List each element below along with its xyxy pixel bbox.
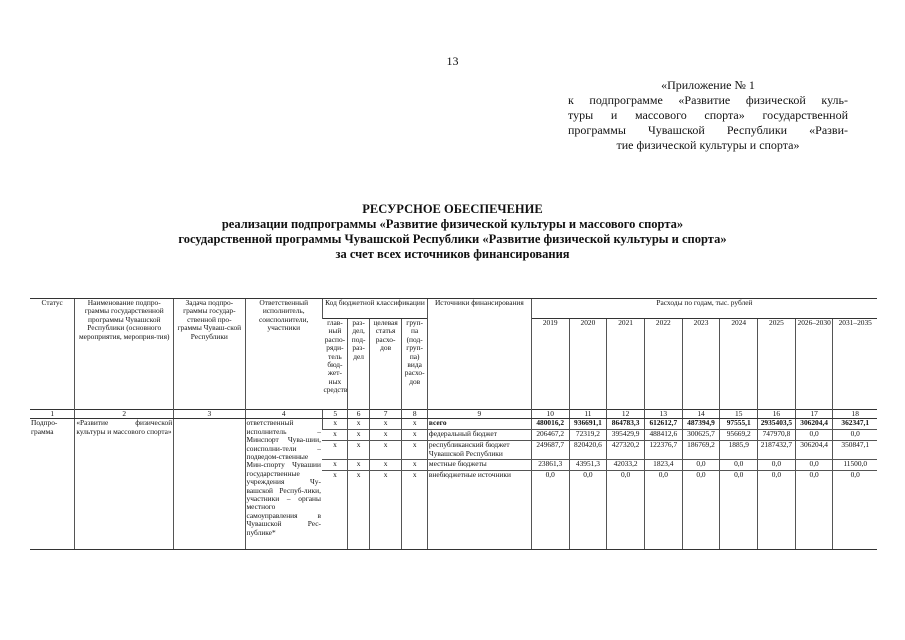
header-year: 2026–2030 [795, 319, 833, 410]
header-status: Статус [30, 299, 75, 410]
value-cell: 427320,2 [607, 441, 645, 460]
header-name: Наименование подпро-граммы государственной программы Чувашской Республики (основного мероприятия, мероприя-тия) [75, 299, 174, 410]
column-number: 1 [30, 410, 75, 419]
header-year: 2022 [644, 319, 682, 410]
header-responsible: Ответственный исполнитель, соисполнители, участники [245, 299, 322, 410]
resource-table [30, 298, 877, 550]
document-heading [0, 202, 905, 262]
column-number: 11 [569, 410, 607, 419]
header-year: 2019 [531, 319, 569, 410]
header-sources: Источники финансирования [427, 299, 531, 410]
code-cell: x [322, 441, 347, 460]
column-number: 5 [322, 410, 347, 419]
column-number: 13 [644, 410, 682, 419]
value-cell: 747970,8 [758, 430, 796, 441]
value-cell: 0,0 [795, 430, 833, 441]
heading-line: за счет всех источников финансирования [335, 247, 570, 261]
code-cell: x [348, 460, 369, 471]
value-cell: 0,0 [644, 471, 682, 482]
code-cell: x [333, 470, 337, 480]
value-cell: 0,0 [607, 471, 645, 482]
code-cell: x [348, 430, 369, 441]
annex-line: «Приложение № 1 [661, 78, 755, 92]
value-cell: 0,0 [531, 471, 569, 482]
value-cell: 487394,9 [682, 419, 720, 430]
code-cell: x [348, 441, 369, 460]
code-cell: x [402, 419, 428, 430]
code-cell: x [348, 471, 369, 482]
column-number: 8 [402, 410, 428, 419]
header-year: 2020 [569, 319, 607, 410]
value-cell: 0,0 [720, 471, 758, 482]
value-cell: 612612,7 [644, 419, 682, 430]
column-number: 10 [531, 410, 569, 419]
header-year: 2024 [720, 319, 758, 410]
header-year: 2021 [607, 319, 645, 410]
column-number: 9 [427, 410, 531, 419]
value-cell: 820420,6 [569, 441, 607, 460]
value-cell: 350847,1 [833, 441, 877, 460]
value-cell: 864783,3 [607, 419, 645, 430]
code-cell: x [369, 471, 402, 482]
page-number: 13 [446, 54, 459, 68]
value-cell: 122376,7 [644, 441, 682, 460]
value-cell: 23861,3 [531, 460, 569, 471]
column-number: 17 [795, 410, 833, 419]
value-cell: 2935403,5 [758, 419, 796, 430]
value-cell: 0,0 [833, 430, 877, 441]
column-number: 15 [720, 410, 758, 419]
header-task: Задача подпро-граммы государ-ственной про-граммы Чуваш-ской Республики [174, 299, 245, 410]
code-cell: x [348, 419, 369, 430]
value-cell: 206467,2 [531, 430, 569, 441]
column-number: 6 [348, 410, 369, 419]
code-cell: x [402, 441, 428, 460]
heading-line: реализации подпрограммы «Развитие физической культуры и массового спорта» [221, 217, 684, 231]
value-cell: 72319,2 [569, 430, 607, 441]
header-year: 2025 [758, 319, 796, 410]
task-cell [174, 419, 245, 550]
column-number: 7 [369, 410, 402, 419]
code-cell: x [322, 430, 347, 441]
column-number: 14 [682, 410, 720, 419]
heading-line: государственной программы Чувашской Республики «Развитие физической культуры и спорта» [178, 232, 727, 246]
value-cell: 0,0 [720, 460, 758, 471]
code-cell: x [402, 460, 428, 471]
heading-title: РЕСУРСНОЕ ОБЕСПЕЧЕНИЕ [362, 202, 543, 216]
header-year: 2023 [682, 319, 720, 410]
column-number: 2 [75, 410, 174, 419]
value-cell: 488412,6 [644, 430, 682, 441]
value-cell: 480016,2 [531, 419, 569, 430]
value-cell: 2187432,7 [758, 441, 796, 460]
header-code-main: глав-ный распо-ряди-тель бюд-жет-ных средств [322, 319, 347, 410]
value-cell: 11500,0 [833, 460, 877, 471]
value-cell: 362347,1 [833, 419, 877, 430]
value-cell: 0,0 [758, 471, 796, 482]
value-cell: 249687,7 [531, 441, 569, 460]
column-number: 4 [245, 410, 322, 419]
annex-line: тие физической культуры и спорта» [616, 138, 800, 152]
code-cell: x [369, 419, 402, 430]
source-cell: внебюджетные источники [427, 471, 531, 482]
source-cell: местные бюджеты [427, 460, 531, 471]
column-number: 12 [607, 410, 645, 419]
header-code-group: груп-па (под-груп-па) вида расхо-дов [402, 319, 428, 410]
source-cell: республиканский бюджет Чувашской Республики [427, 441, 531, 460]
value-cell: 43951,3 [569, 460, 607, 471]
code-cell: x [322, 460, 347, 471]
column-number: 16 [758, 410, 796, 419]
value-cell: 95669,2 [720, 430, 758, 441]
value-cell: 42033,2 [607, 460, 645, 471]
value-cell: 1885,9 [720, 441, 758, 460]
value-cell: 306204,4 [795, 441, 833, 460]
value-cell: 0,0 [833, 471, 877, 482]
value-cell: 0,0 [758, 460, 796, 471]
code-cell: x [322, 419, 347, 430]
code-cell: x [369, 430, 402, 441]
annex-line: к подпрограмме «Развитие физической куль- [568, 93, 848, 107]
value-cell: 395429,9 [607, 430, 645, 441]
code-cell: x [402, 430, 428, 441]
value-cell: 0,0 [682, 471, 720, 482]
header-expenses: Расходы по годам, тыс. рублей [531, 299, 877, 319]
value-cell: 186769,2 [682, 441, 720, 460]
subprogram-name-cell: «Развитие физической культуры и массового спорта» [75, 419, 174, 550]
annex-line: туры и массового спорта» государственной [568, 108, 848, 122]
value-cell: 0,0 [795, 471, 833, 482]
header-year: 2031–2035 [833, 319, 877, 410]
responsible-cell: ответственный исполнитель – Минспорт Чува-шии, соисполни-тели – подведом-ственные Мин-спорту Чувашии государственные учреждения Чу-вашской Респуб-лики, участники – органы местного самоуправления в Чувашской Рес-публике* [245, 419, 322, 550]
value-cell: 0,0 [795, 460, 833, 471]
value-cell: 0,0 [569, 471, 607, 482]
value-cell: 300625,7 [682, 430, 720, 441]
code-cell: x [369, 460, 402, 471]
status-cell: Подпро-грамма [30, 419, 75, 550]
header-code-target: целевая статья расхо-дов [369, 319, 402, 410]
column-number: 18 [833, 410, 877, 419]
value-cell: 97555,1 [720, 419, 758, 430]
header-code-section: раз-дел, под-раз-дел [348, 319, 369, 410]
column-number: 3 [174, 410, 245, 419]
source-cell: федеральный бюджет [427, 430, 531, 441]
annex-line: программы Чувашской Республики «Разви- [568, 123, 848, 137]
annex-note [568, 78, 848, 153]
value-cell: 1823,4 [644, 460, 682, 471]
code-cell: x [369, 441, 402, 460]
value-cell: 306204,4 [795, 419, 833, 430]
value-cell: 936691,1 [569, 419, 607, 430]
source-cell: всего [427, 419, 531, 430]
value-cell: 0,0 [682, 460, 720, 471]
header-budget-code: Код бюджетной классификации [322, 299, 427, 319]
code-cell: x [402, 471, 428, 482]
